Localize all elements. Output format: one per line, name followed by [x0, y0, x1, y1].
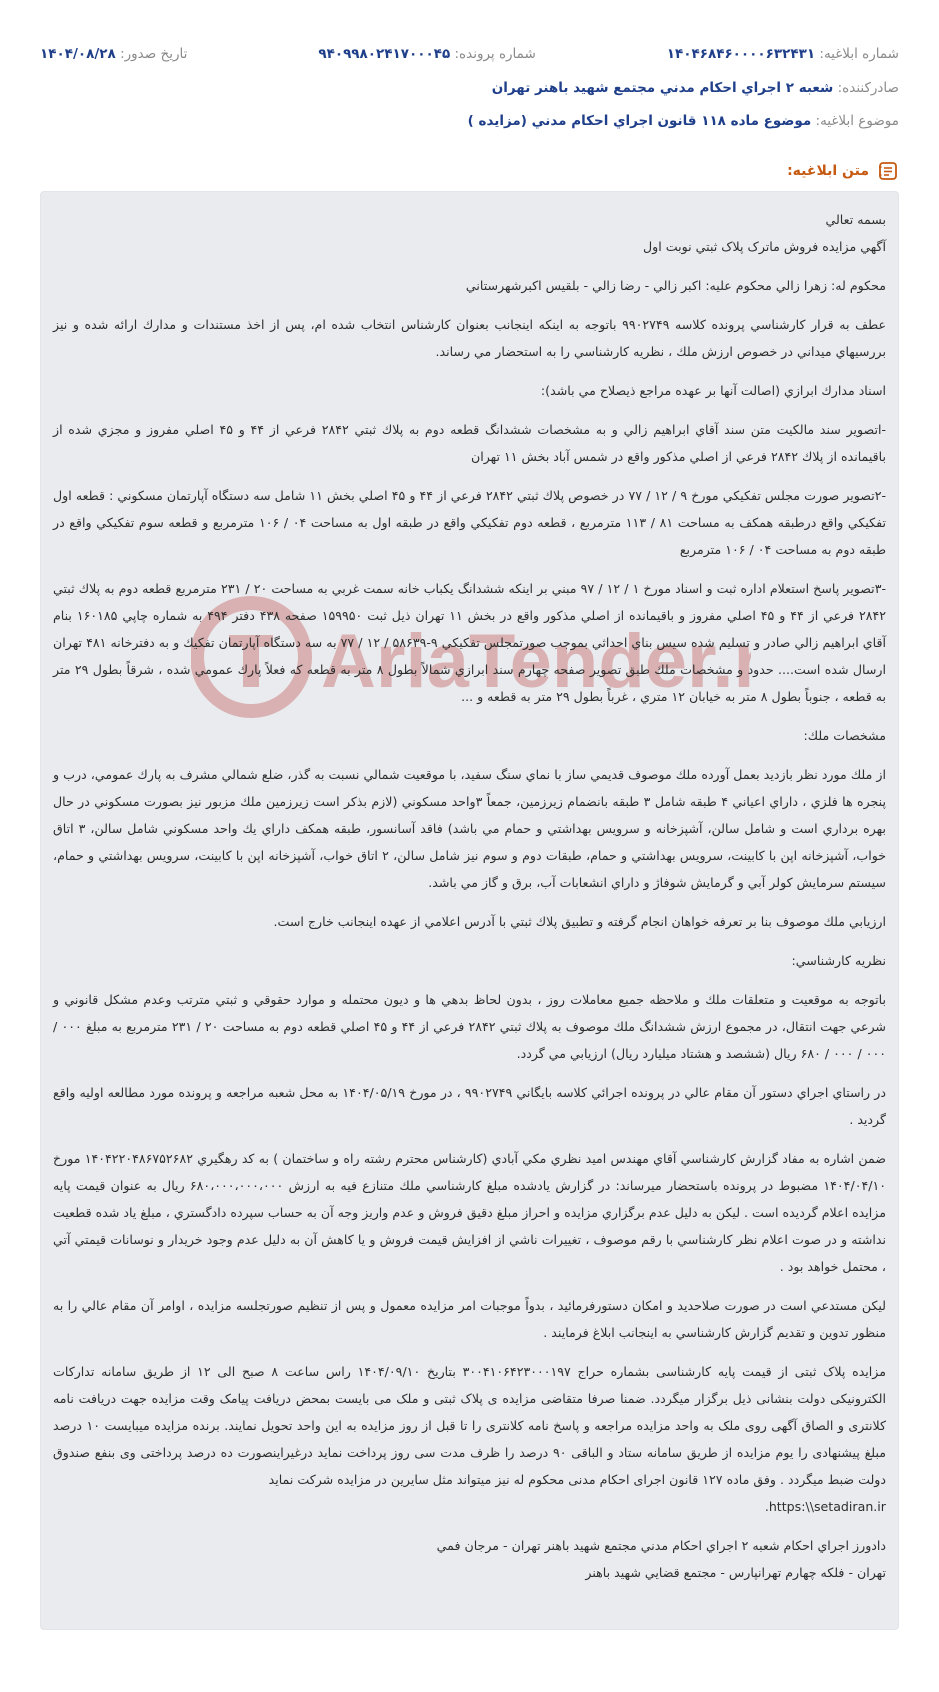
signature-officer: دادورز اجراي احكام شعبه ۲ اجراي احكام مدني مجتمع شهيد باهنر تهران - مرجان فمي	[436, 1538, 886, 1553]
notice-number	[667, 44, 899, 64]
notice-text-panel	[40, 191, 899, 1630]
expert-opinion-heading: نظريه كارشناسي:	[791, 953, 886, 968]
auction-title: آگهي مزايده فروش ماترک پلاک ثبتي نوبت اول	[643, 239, 886, 254]
document-item-3: -۳تصوير پاسخ استعلام اداره ثبت و اسناد مورخ ۱ / ۱۲ / ۹۷ مبني بر اينكه ششدانگ يكباب خانه سمت غربي به مساحت ۲۰ / ۲۳۱ مترمربع قطعه دوم به پلاك ثبتي ۲۸۴۲ فرعي از ۴۴ و ۴۵ اصلي مفروز و باقيمانده از اصلي مذكور واقع در بخش ۱۱ تهران ذيل ثبت ۱۵۹۹۵۰ صفحه ۴۳۸ دفتر ۴۹۴ به شماره چاپي ۱۶۰۱۸۵ بنام آقاي ابراهيم زالي صادر و تسليم شده سيس بناي احداثي بموجب صورتمجلس تفكيكي ۹-۵۸۶۳۹ / ۱۲ / ۷۷ به سه دستگاه آپارتمان تفكيك و به دفترخانه ۴۸۱ تهران ارسال شده است.... حدود و مشخصات ملك طبق تصوير صفحه چهارم سند ابرازي شمالاً بطول ۸ متر به قطعه كه فعلاً پارك عمومي شده ، شرقاً بطول ۲۹ متر به قطعه ، جنوباً بطول ۸ متر به خيابان ۱۲ متري ، غرباً بطول ۲۹ متر به قطعه و ...	[53, 581, 887, 704]
expert-intro: عطف به قرار كارشناسي پرونده كلاسه ۹۹۰۲۷۴۹ باتوجه به اينكه اينجانب بعنوان كارشناس انتخاب شده ام، پس از اخذ مستندات و مدارك ارائه شده و نيز بررسيهاي ميداني در خصوص ارزش ملك ، نظريه كارشناسي را به استحضار مي رساند.	[53, 317, 886, 359]
valuation-note: ارزيابي ملك موصوف بنا بر تعرفه خواهان انجام گرفته و تطبيق پلاك ثبتي با آدرس اعلامي از عهده اينجانب خارج است.	[273, 914, 886, 929]
issuer-row	[40, 78, 899, 98]
subject-value: موضوع ماده ۱۱۸ قانون اجراي احكام مدني (مزايده )	[467, 113, 812, 129]
notice-body	[53, 206, 886, 1598]
property-specs-heading: مشخصات ملك:	[803, 728, 886, 743]
documents-heading: اسناد مدارك ابرازي (اصالت آنها بر عهده مراجع ذيصلاح مي باشد):	[540, 383, 886, 398]
notice-document-icon	[877, 160, 899, 182]
issue-date-label: تاريخ صدور:	[120, 46, 188, 62]
issue-date-value: ۱۴۰۴/۰۸/۲۸	[40, 46, 116, 62]
signature-address: تهران - فلكه چهارم تهرانپارس - مجتمع قضايي شهيد باهنر	[585, 1565, 886, 1580]
notice-number-value: ۱۴۰۴۶۸۴۶۰۰۰۰۶۳۲۴۳۱	[666, 46, 816, 62]
watermark-text: AriaTender.	[321, 619, 734, 704]
case-number-value: ۹۴۰۹۹۸۰۲۴۱۷۰۰۰۴۵	[318, 46, 451, 62]
issuer-value: شعبه ۲ اجراي احكام مدني مجتمع شهيد باهنر تهران	[491, 80, 834, 96]
subject-label: موضوع ابلاغيه:	[815, 113, 899, 129]
issue-date	[40, 44, 187, 64]
notice-number-label: شماره ابلاغيه:	[819, 46, 899, 62]
case-number	[318, 44, 535, 64]
parties: محكوم له: زهرا زالي محكوم عليه: اكبر زالي - رضا زالي - بلقيس اكبرشهرستاني	[465, 278, 886, 293]
issuer-label: صادركننده:	[837, 80, 899, 96]
property-specs: از ملك مورد نظر بازديد بعمل آورده ملك موصوف قديمي ساز با نماي سنگ سفيد، با موقعيت شمالي نسبت به گذر، ضلع شمالي مشرف به پارك عمومي، درب و پنجره ها فلزي ، داراي اعياني ۴ طبقه شامل ۳ طبقه بانضمام زيرزمين، جمعاً ۳واحد مسكوني (لازم بذكر است زيرزمين ملك مزبور نيز بصورت مسكوني در حال بهره برداري است و شامل سالن، آشپزخانه و سرويس بهداشتي و حمام مي باشد) فاقد آسانسور، طبقه همكف داراي يك واحد مسكوني شامل سالن، ۳ اتاق خواب، آشپزخانه اپن با كابينت، سرويس بهداشتي و حمام، طبقات دوم و سوم نيز شامل سالن، ۲ اتاق خواب، آشپزخانه اپن با كابينت، سرويس بهداشتي و حمام، سيستم سرمايش كولر آبي و گرمايش شوفاژ و داراي انشعابات آب، برق و گاز مي باشد.	[53, 767, 886, 890]
setad-link[interactable]: https:\\setadiran.ir.	[764, 1499, 886, 1514]
header-row-numbers	[40, 44, 899, 64]
notice-text-heading	[787, 160, 899, 182]
auction-details: مزايده پلاک ثبتی از قيمت پايه كارشناسی بشماره حراج ۳۰۰۴۱۰۶۴۲۳۰۰۰۱۹۷ بتاريخ ۱۴۰۴/۰۹/۱۰ راس ساعت ۸ صبح الی ۱۲ از طريق سامانه تداركات الكترونيكی دولت بنشانی ذيل برگزار ميگردد. ضمنا صرفا متقاضی مزايده ی پلاک ثبتی و ملک می بايست بمحض دريافت پيامک وقت مزايده جهت دريافت نامه كلانتری و الصاق آگهی روی ملک به واحد مزايده مراجعه و پاسخ نامه كلانتری را تا قبل از روز مزايده به اين واحد تحويل نمايند. برنده مزايده ميبايست ۱۰ درصد مبلغ پيشنهادی را يوم مزايده از طريق سامانه ستاد و الباقی ۹۰ درصد را ظرف مدت سی روز پرداخت نمايد درغيراينصورت ده درصد پرداختی وی بنفع صندوق دولت ضبط ميگردد . وفق ماده ۱۲۷ قانون اجرای احكام مدنی محكوم له نيز ميتواند مثل سايرين در مزايده شركت نمايد	[53, 1364, 887, 1487]
notice-text-title: متن ابلاغيه:	[787, 163, 869, 179]
case-number-label: شماره پرونده:	[454, 46, 536, 62]
report-reference: ضمن اشاره به مفاد گزارش كارشناسي آقاي مهندس اميد نظري مكي آبادي (كارشناس محترم رشته راه و ساختمان ) به كد رهگيري ۱۴۰۴۲۲۰۴۸۶۷۵۲۶۸۲ مورخ ۱۴۰۴/۰۴/۱۰ مضبوط در پرونده باستحضار ميرساند: در گزارش يادشده مبلغ كارشناسي ملك متنازع فيه به ارزش ۶۸۰،۰۰۰،۰۰۰،۰۰۰ ريال به عنوان قيمت پايه مزايده اعلام گرديده است . ليكن به دليل عدم برگزاري مزايده و احراز مبلغ دقيق فروش و عدم واريز وجه آن به حساب سپرده دادگستري ، مبلغ ياد شده قطعيت نداشته و در صوت اعلام نظر كارشناسي با رقم موصوف ، تغييرات ناشي از افزايش قيمت فروش و يا كاهش آن به دليل عدم وجود خريدار و نوسانات قيمتي آتي ، محتمل خواهد بود .	[53, 1151, 886, 1274]
subject-row	[40, 111, 899, 131]
request-paragraph: ليكن مستدعي است در صورت صلاحديد و امكان دستورفرمائيد ، بدواً موجبات امر مزايده معمول و پس از تنظيم صورتجلسه مزايده ، اوامر آن مقام عالي را به منظور تدوين و تقديم گزارش كارشناسي به اينجانب ابلاغ فرمايند .	[53, 1298, 886, 1340]
document-item-1: -اتصوير سند مالكيت متن سند آقاي ابراهيم زالي و به مشخصات ششدانگ قطعه دوم به پلاك ثبتي ۲۸۴۲ فرعي از ۴۴ و ۴۵ اصلي مفروز و مجزي شده از باقيمانده از پلاك ۲۸۴۲ فرعي از اصلي مذكور واقع در شمس آباد بخش ۱۱ تهران	[53, 422, 886, 464]
case-review: در راستاي اجراي دستور آن مقام عالي در پرونده اجرائي كلاسه بايگاني ۹۹۰۲۷۴۹ ، در مورخ ۱۴۰۴/۰۵/۱۹ به محل شعبه مراجعه و پرونده مورد مطالعه اوليه واقع گرديد .	[53, 1085, 886, 1127]
expert-opinion: باتوجه به موقعيت و متعلقات ملك و ملاحظه جميع معاملات روز ، بدون لحاظ بدهي ها و ديون محتمله و موارد حقوقي و ثبتي مترتب وعدم مشكل قانوني و شرعي جهت انتقال، در مجموع ارزش ششدانگ ملك موصوف به پلاك ثبتي ۲۸۴۲ فرعي از ۴۴ و ۴۵ اصلي قطعه دوم به مساحت ۲۰ / ۲۳۱ مترمربع به مبلغ ۰۰۰ / ۰۰۰ / ۰۰۰ / ۶۸۰ ريال (ششصد و هشتاد ميليارد ريال) ارزيابي مي گردد.	[53, 992, 886, 1061]
document-item-2: -۲تصوير صورت مجلس تفكيكي مورخ ۹ / ۱۲ / ۷۷ در خصوص پلاك ثبتي ۲۸۴۲ فرعي از ۴۴ و ۴۵ اصلي بخش ۱۱ شامل سه دستگاه آپارتمان مسكوني : قطعه اول تفكيكي واقع درطبقه همكف به مساحت ۸۱ / ۱۱۳ مترمربع ، قطعه دوم تفكيكي واقع در طبقه اول به مساحت ۰۴ / ۱۰۶ مترمربع و قطعه سوم تفكيكي واقع در طبقه دوم به مساحت ۰۴ / ۱۰۶ مترمربع	[53, 488, 887, 557]
body-heading: بسمه تعالي	[825, 212, 886, 227]
